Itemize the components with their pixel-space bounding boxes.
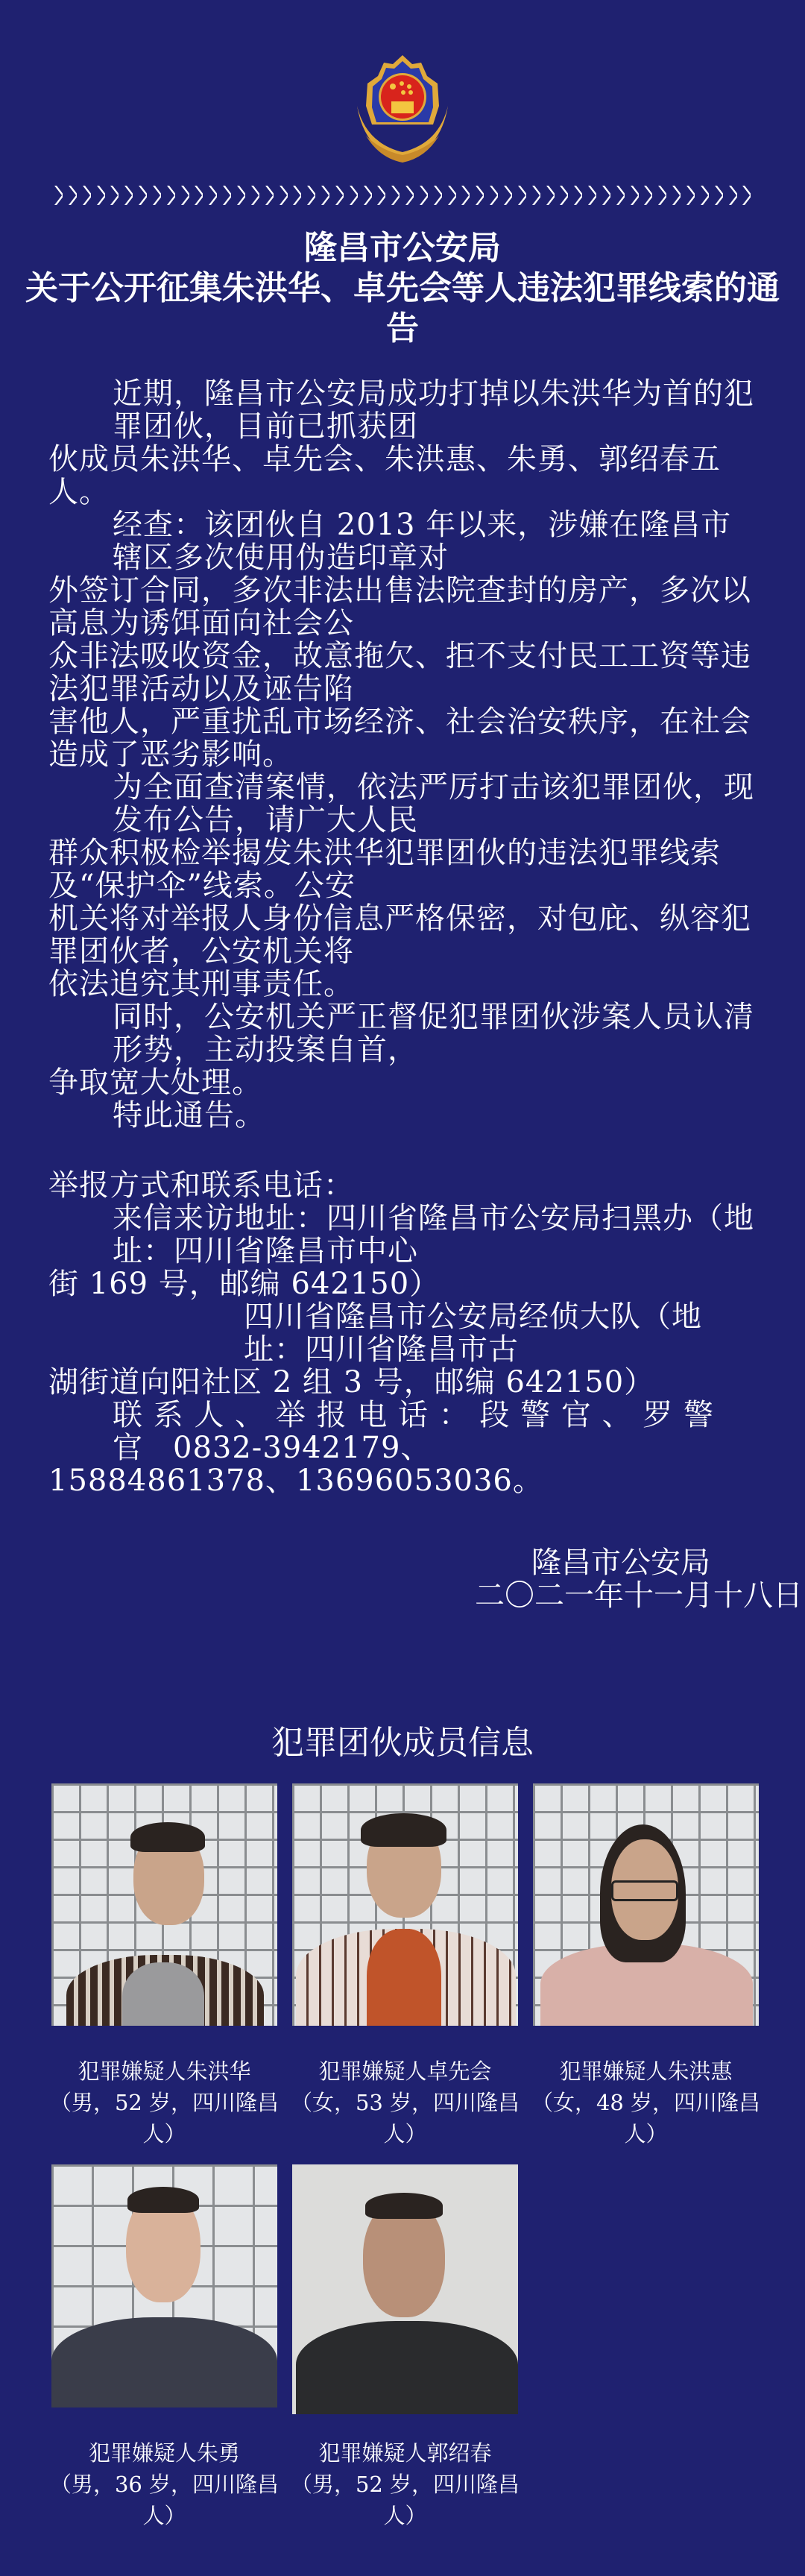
chevron-right-icon — [616, 185, 625, 206]
notice-line: 伙成员朱洪华、卓先会、朱洪惠、朱勇、郭绍春五人。 — [48, 442, 721, 509]
contact-address1: 来信来访地址：四川省隆昌市公安局扫黑办（地址：四川省隆昌市中心 — [113, 1201, 754, 1268]
chevron-right-icon — [250, 185, 259, 206]
chevron-right-icon — [419, 185, 428, 206]
suspect-photo-1 — [51, 1783, 277, 2026]
contact-address2: 四川省隆昌市公安局经侦大队（地址：四川省隆昌市古 — [244, 1300, 702, 1367]
suspect-name-2: 犯罪嫌疑人卓先会 — [318, 2059, 492, 2084]
notice-line: 争取宽大处理。 — [48, 1065, 262, 1100]
suspect-name-4: 犯罪嫌疑人朱勇 — [88, 2440, 240, 2466]
contact-heading: 举报方式和联系电话： — [48, 1168, 354, 1203]
member-card — [44, 2164, 285, 2531]
chevron-right-icon — [194, 185, 203, 206]
chevron-right-icon — [700, 185, 709, 206]
chevron-right-icon — [643, 185, 652, 206]
chevron-right-icon — [279, 185, 288, 206]
notice-line: 外签订合同，多次非法出售法院查封的房产，多次以高息为诱饵面向社会公 — [48, 573, 751, 640]
chevron-right-icon — [630, 185, 639, 206]
chevron-right-icon — [138, 185, 147, 206]
chevron-right-icon — [546, 185, 555, 206]
chevron-right-icon — [236, 185, 245, 206]
member-card — [44, 1783, 285, 2150]
suspect-info-3: （女，48 岁，四川隆昌人） — [531, 2090, 761, 2147]
contact-persons: 联 系 人 、 举 报 电 话 ： 段 警 官 、 罗 警 官 — [113, 1398, 715, 1465]
notice-line: 机关将对举报人身份信息严格保密，对包庇、纵容犯罪团伙者，公安机关将 — [48, 901, 751, 969]
signature-org: 隆昌市公安局 — [531, 1546, 710, 1580]
contact-phone-1: 0832-3942179、 — [173, 1431, 432, 1465]
contact-phones: 15884861378、13696053036。 — [48, 1464, 543, 1498]
chevron-right-icon — [68, 185, 77, 206]
chevron-right-icon — [335, 185, 344, 206]
suspect-photo-3 — [533, 1783, 759, 2026]
members-section-title: 犯罪团伙成员信息 — [271, 1724, 534, 1762]
chevron-right-icon — [587, 185, 596, 206]
suspect-photo-2 — [292, 1783, 518, 2026]
contact-persons-line — [48, 1399, 754, 1464]
signature — [0, 1546, 805, 1612]
notice-line: 近期，隆昌市公安局成功打掉以朱洪华为首的犯罪团伙，目前已抓获团 — [113, 377, 754, 444]
chevron-right-icon — [672, 185, 681, 206]
chevron-right-icon — [110, 185, 119, 206]
notice-line: 害他人，严重扰乱市场经济、社会治安秩序，在社会造成了恶劣影响。 — [48, 705, 751, 772]
police-emblem-icon — [350, 54, 455, 164]
chevron-right-icon — [391, 185, 400, 206]
chevron-right-icon — [559, 185, 568, 206]
suspect-photo-5 — [292, 2164, 518, 2414]
suspect-info-1: （男，52 岁，四川隆昌人） — [49, 2090, 280, 2147]
notice-line: 经查：该团伙自 2013 年以来，涉嫌在隆昌市辖区多次使用伪造印章对 — [113, 508, 732, 575]
chevron-divider — [54, 185, 751, 207]
chevron-right-icon — [433, 185, 442, 206]
notice-line: 群众积极检举揭发朱洪华犯罪团伙的违法犯罪线索及“保护伞”线索。公安 — [48, 836, 721, 903]
signature-date: 二〇二一年十一月十八日 — [475, 1578, 803, 1613]
chevron-right-icon — [265, 185, 274, 206]
chevron-right-icon — [461, 185, 470, 206]
suspect-name-5: 犯罪嫌疑人郭绍春 — [318, 2440, 492, 2466]
chevron-right-icon — [489, 185, 498, 206]
chevron-right-icon — [686, 185, 695, 206]
header-title: 关于公开征集朱洪华、卓先会等人违法犯罪线索的通告 — [25, 269, 780, 347]
chevron-right-icon — [363, 185, 372, 206]
member-card — [285, 1783, 525, 2150]
chevron-right-icon — [222, 185, 231, 206]
notice-line: 特此通告。 — [113, 1098, 265, 1133]
chevron-right-icon — [208, 185, 217, 206]
contact-address1-cont: 街 169 号，邮编 642150） — [48, 1267, 441, 1301]
chevron-right-icon — [405, 185, 414, 206]
members-grid — [44, 1783, 805, 2531]
chevron-right-icon — [54, 185, 63, 206]
chevron-right-icon — [475, 185, 484, 206]
chevron-right-icon — [447, 185, 456, 206]
chevron-right-icon — [602, 185, 610, 206]
glasses-icon — [611, 1880, 678, 1901]
chevron-right-icon — [376, 185, 385, 206]
chevron-right-icon — [349, 185, 358, 206]
chevron-right-icon — [152, 185, 161, 206]
notice-line: 为全面查清案情，依法严厉打击该犯罪团伙，现发布公告，请广大人民 — [113, 770, 754, 837]
chevron-right-icon — [714, 185, 723, 206]
chevron-right-icon — [306, 185, 315, 206]
chevron-right-icon — [728, 185, 737, 206]
chevron-right-icon — [180, 185, 189, 206]
chevron-right-icon — [96, 185, 105, 206]
contact-section — [48, 1169, 754, 1497]
suspect-info-5: （男，52 岁，四川隆昌人） — [290, 2472, 520, 2528]
chevron-right-icon — [503, 185, 512, 206]
notice-line: 依法追究其刑事责任。 — [48, 967, 354, 1001]
member-card — [285, 2164, 525, 2531]
chevron-right-icon — [82, 185, 91, 206]
suspect-name-1: 犯罪嫌疑人朱洪华 — [78, 2059, 251, 2084]
contact-address2-cont: 湖街道向阳社区 2 组 3 号，邮编 642150） — [48, 1365, 655, 1399]
chevron-right-icon — [573, 185, 582, 206]
member-card — [525, 1783, 766, 2150]
notice-body — [48, 377, 754, 1132]
notice-line: 众非法吸收资金，故意拖欠、拒不支付民工工资等违法犯罪活动以及诬告陷 — [48, 639, 751, 706]
chevron-right-icon — [742, 185, 751, 206]
suspect-name-3: 犯罪嫌疑人朱洪惠 — [559, 2059, 733, 2084]
chevron-right-icon — [531, 185, 540, 206]
chevron-right-icon — [517, 185, 526, 206]
chevron-right-icon — [321, 185, 329, 206]
chevron-right-icon — [657, 185, 666, 206]
notice-line: 同时，公安机关严正督促犯罪团伙涉案人员认清形势，主动投案自首， — [113, 1000, 754, 1067]
header-org: 隆昌市公安局 — [304, 229, 501, 267]
chevron-right-icon — [166, 185, 175, 206]
suspect-info-4: （男，36 岁，四川隆昌人） — [49, 2472, 280, 2528]
chevron-right-icon — [124, 185, 133, 206]
chevron-right-icon — [292, 185, 301, 206]
suspect-info-2: （女，53 岁，四川隆昌人） — [290, 2090, 520, 2147]
suspect-photo-4 — [51, 2164, 277, 2407]
